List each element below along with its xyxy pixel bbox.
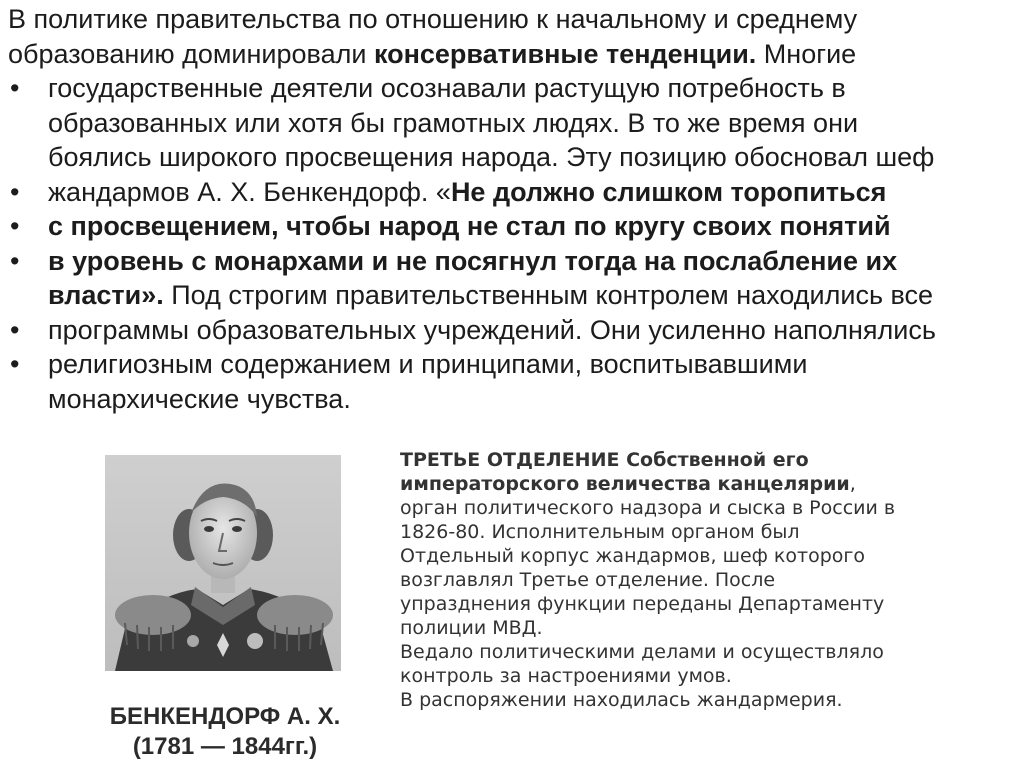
main-text-block (8, 2, 1018, 416)
info-line: контроль за настроениями умов. (400, 665, 732, 687)
continuation-line (8, 140, 1018, 175)
info-line: Ведало политическими делами и осуществляло (400, 641, 884, 663)
text-line-content: боялись широкого просвещения народа. Эту позицию обосновал шеф (48, 142, 935, 172)
text-line-content: программы образовательных учреждений. Они усиленно наполнялись (48, 314, 936, 345)
bullet-icon: • (10, 211, 20, 241)
continuation-line (8, 382, 1018, 417)
info-line: возглавлял Третье отделение. После (400, 569, 776, 591)
portrait-name: БЕНКЕНДОРФ А. Х. (109, 703, 341, 730)
bullet-icon: • (10, 73, 20, 103)
bullet-line (8, 347, 1018, 382)
info-fragment: Собственной его (619, 449, 809, 471)
bullet-line (8, 313, 1018, 348)
info-fragment: императорского величества канцелярии (400, 473, 850, 495)
portrait-image (105, 455, 341, 671)
text-line (8, 37, 1018, 72)
portrait-engraving-icon (105, 455, 341, 671)
text-fragment: Многие (756, 38, 857, 69)
bullet-icon: • (10, 349, 20, 379)
info-line (400, 472, 1010, 496)
text-fragment: образованию доминировали (8, 38, 374, 69)
bullet-line (8, 244, 1018, 279)
bold-line-content: с просвещением, чтобы народ не стал по кругу своих понятий (48, 211, 891, 241)
text-line-content: монархические чувства. (48, 383, 351, 414)
info-line: В распоряжении находилась жандармерия. (400, 689, 843, 711)
info-line (400, 448, 1010, 472)
bullet-icon: • (10, 176, 20, 207)
text-line-content: образованных или хотя бы грамотных людях. В то же время они (48, 107, 859, 138)
info-line: орган политического надзора и сыска в России в (400, 497, 896, 519)
text-line-content (8, 37, 1018, 72)
text-line-content: государственные деятели осознавали растущую потребность в (48, 73, 846, 103)
bullet-line (8, 71, 1018, 106)
text-line-content (48, 278, 1018, 313)
bullet-line (8, 175, 1018, 210)
bold-fragment: власти». (48, 280, 164, 310)
bold-fragment: консервативные тенденции. (373, 38, 757, 69)
info-line: 1826-80. Исполнительным органом был (400, 521, 800, 543)
bold-fragment: Не должно слишком торопиться (450, 176, 887, 207)
portrait-years: (1781 — 1844гг.) (132, 733, 318, 760)
bullet-icon: • (10, 245, 20, 276)
info-heading: ТРЕТЬЕ ОТДЕЛЕНИЕ (400, 449, 620, 471)
info-block (400, 448, 1010, 712)
text-line-content: В политике правительства по отношению к начальному и среднему (8, 4, 858, 34)
text-line-content: религиозным содержанием и принципами, воспитывавшими (48, 349, 808, 379)
info-line: Отдельный корпус жандармов, шеф которого (400, 545, 866, 567)
continuation-line (8, 278, 1018, 313)
text-fragment: жандармов А. Х. Бенкендорф. « (48, 176, 451, 207)
info-line: полиции МВД. (400, 617, 543, 639)
info-line: упразднения функции переданы Департаменту (400, 593, 885, 615)
continuation-line (8, 106, 1018, 141)
bullet-icon: • (10, 314, 20, 345)
text-line-content (48, 175, 1018, 210)
bold-line-content: в уровень с монархами и не посягнул тогда на послабление их (48, 245, 898, 276)
info-fragment: , (849, 473, 856, 495)
text-line (8, 2, 1018, 37)
portrait-caption (60, 702, 390, 762)
text-fragment: Под строгим правительственным контролем находились все (163, 280, 934, 310)
bullet-line (8, 209, 1018, 244)
